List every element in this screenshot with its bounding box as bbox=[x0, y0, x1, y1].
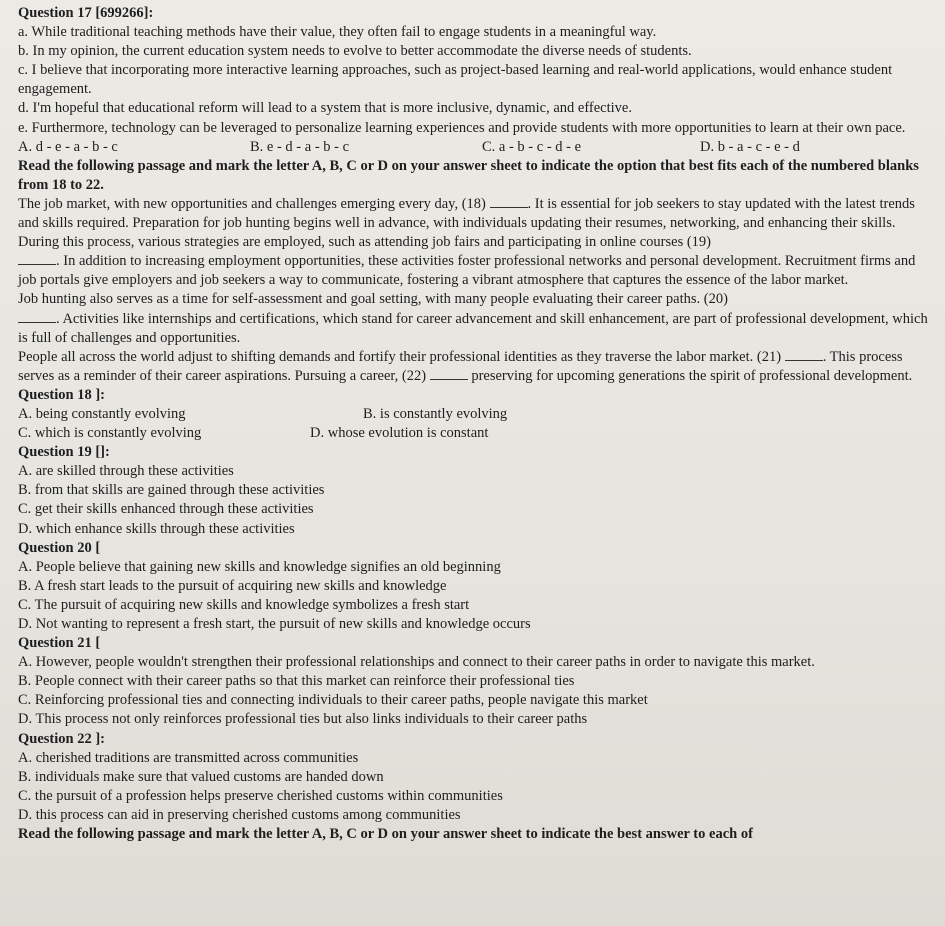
question-21-heading: Question 21 [ bbox=[18, 635, 101, 652]
q17-sentence-a: a. While traditional teaching methods have their value, they often fail to engage students in a meaningful way. bbox=[18, 24, 657, 41]
q17-option-b[interactable]: B. e - d - a - b - c bbox=[250, 138, 350, 155]
blank-19 bbox=[18, 252, 56, 265]
blank-20 bbox=[18, 310, 56, 323]
passage-para-3: Job hunting also serves as a time for self-assessment and goal setting, with many people evaluating their career paths. (20) . Activities like internships and certifications, which stand for career advancement and skill enhancement, are part of professional development, which is full of challenges and opportunities. bbox=[18, 291, 928, 346]
q17-option-d[interactable]: D. b - a - c - e - d bbox=[700, 138, 800, 155]
q17-sentence-c: c. I believe that incorporating more interactive learning approaches, such as project-based learning and real-world applications, would enhance student engagement. bbox=[18, 62, 893, 98]
question-20-heading: Question 20 [ bbox=[18, 539, 101, 556]
q20-option-d[interactable]: D. Not wanting to represent a fresh start, the pursuit of new skills and knowledge occurs bbox=[18, 616, 531, 632]
next-passage-instruction: Read the following passage and mark the letter A, B, C or D on your answer sheet to indicate the best answer to each of bbox=[18, 826, 753, 843]
q21-option-a[interactable]: A. However, people wouldn't strengthen their professional relationships and connect to their career paths in order to navigate this market. bbox=[18, 654, 815, 671]
q17-sentence-b: b. In my opinion, the current education system needs to evolve to better accommodate the diverse needs of students. bbox=[18, 43, 692, 60]
passage-para-4: People all across the world adjust to shifting demands and fortify their professional identities as they traverse the labor market. (21) . This process serves as a reminder of their career aspirations. Pursuing a career, (22) preserving for upcoming generations the spirit of professional development. bbox=[18, 348, 913, 384]
passage-instruction: Read the following passage and mark the letter A, B, C or D on your answer sheet to indicate the option that best fits each of the numbered blanks from 18 to 22. bbox=[18, 157, 919, 193]
q19-option-d[interactable]: D. which enhance skills through these activities bbox=[18, 520, 295, 537]
passage-para-2: During this process, various strategies are employed, such as attending job fairs and participating in online courses (19) . In addition to increasing employment opportunities, these activities foster professional networks and personal development. Recruitment firms and job portals give employers and job seekers a way to communicate, fostering a vibrant atmosphere that captures the essence of the labor market. bbox=[18, 234, 916, 289]
q22-option-d[interactable]: D. this process can aid in preserving cherished customs among communities bbox=[18, 806, 461, 823]
q21-option-b[interactable]: B. People connect with their career paths so that this market can reinforce their professional ties bbox=[18, 673, 575, 690]
q22-option-a[interactable]: A. cherished traditions are transmitted across communities bbox=[18, 749, 359, 766]
q18-option-a[interactable]: A. being constantly evolving bbox=[18, 405, 186, 422]
blank-21 bbox=[785, 348, 823, 361]
q18-row-1 bbox=[18, 405, 935, 424]
q18-option-d[interactable]: D. whose evolution is constant bbox=[310, 425, 489, 442]
q20-option-a[interactable]: A. People believe that gaining new skills and knowledge signifies an old beginning bbox=[18, 558, 501, 575]
q18-option-b[interactable]: B. is constantly evolving bbox=[363, 405, 508, 422]
q18-row-2 bbox=[18, 424, 935, 443]
blank-22 bbox=[430, 367, 468, 380]
q19-option-b[interactable]: B. from that skills are gained through these activities bbox=[18, 482, 325, 499]
q22-option-c[interactable]: C. the pursuit of a profession helps preserve cherished customs within communities bbox=[18, 787, 503, 804]
question-17-heading: Question 17 [699266]: bbox=[18, 5, 154, 21]
blank-18 bbox=[490, 195, 528, 208]
q17-option-a[interactable]: A. d - e - a - b - c bbox=[18, 138, 118, 155]
q20-option-b[interactable]: B. A fresh start leads to the pursuit of acquiring new skills and knowledge bbox=[18, 577, 447, 594]
q19-option-a[interactable]: A. are skilled through these activities bbox=[18, 463, 234, 480]
q21-option-d[interactable]: D. This process not only reinforces professional ties but also links individuals to their career paths bbox=[18, 711, 588, 728]
q17-options bbox=[18, 138, 935, 157]
question-18-heading: Question 18 ]: bbox=[18, 386, 105, 403]
q19-option-c[interactable]: C. get their skills enhanced through these activities bbox=[18, 501, 314, 518]
q17-sentence-e: e. Furthermore, technology can be leveraged to personalize learning experiences and provide students with more opportunities to learn at their own pace. bbox=[18, 119, 906, 136]
question-19-heading: Question 19 []: bbox=[18, 444, 110, 461]
q20-option-c[interactable]: C. The pursuit of acquiring new skills and knowledge symbolizes a fresh start bbox=[18, 596, 470, 613]
q21-option-c[interactable]: C. Reinforcing professional ties and connecting individuals to their career paths, people navigate this market bbox=[18, 692, 648, 709]
q18-option-c[interactable]: C. which is constantly evolving bbox=[18, 425, 202, 442]
q22-option-b[interactable]: B. individuals make sure that valued customs are handed down bbox=[18, 768, 384, 785]
q17-sentence-d: d. I'm hopeful that educational reform will lead to a system that is more inclusive, dynamic, and effective. bbox=[18, 100, 632, 117]
passage-para-1: The job market, with new opportunities and challenges emerging every day, (18) . It is essential for job seekers to stay updated with the latest trends and skills required. Preparation for job hunting begins well in advance, with individuals updating their resumes, networking, and enhancing their skills. bbox=[18, 195, 915, 232]
question-22-heading: Question 22 ]: bbox=[18, 730, 105, 747]
q17-option-c[interactable]: C. a - b - c - d - e bbox=[482, 138, 582, 155]
